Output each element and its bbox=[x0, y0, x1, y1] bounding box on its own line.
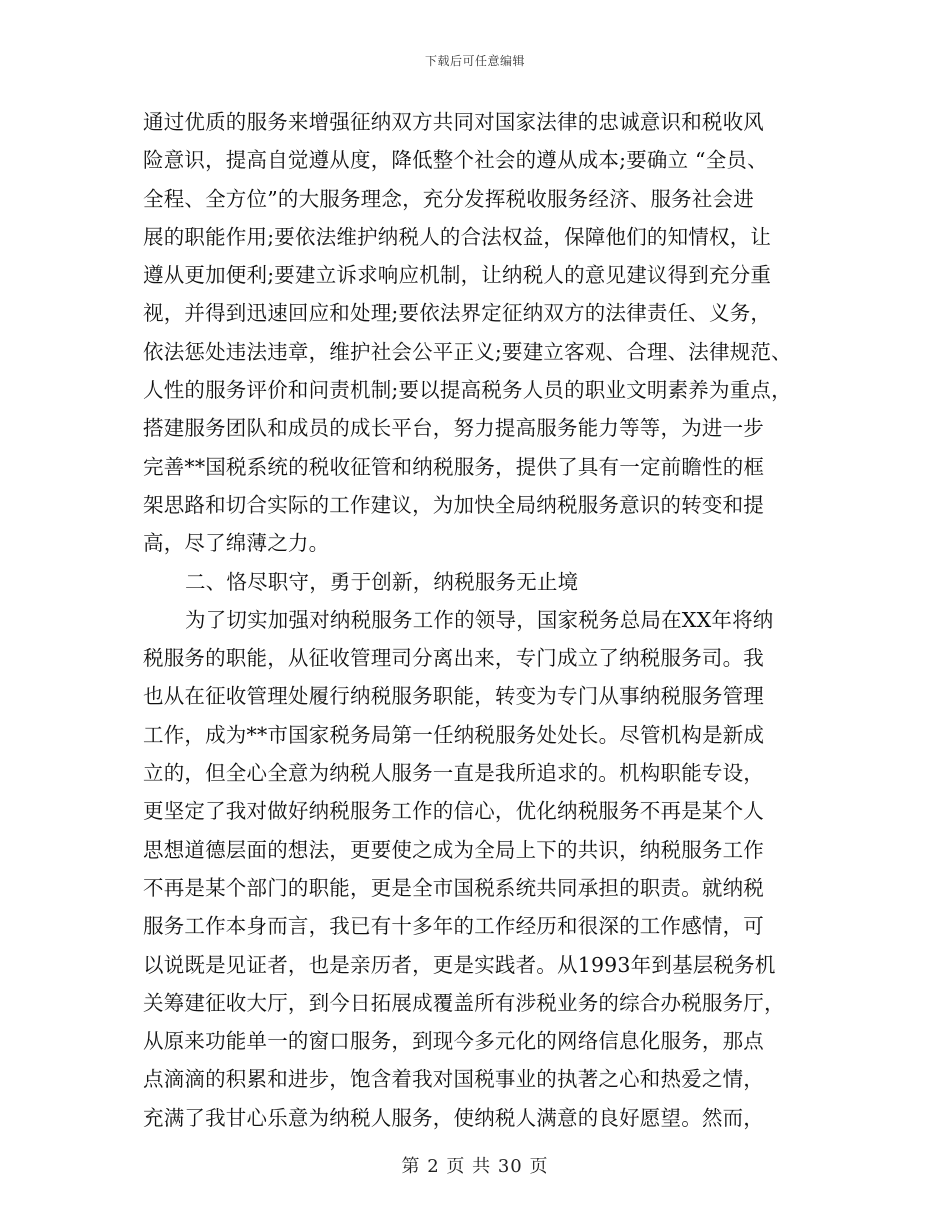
text-line: 以说既是见证者，也是亲历者，更是实践者。从1993年到基层税务机 bbox=[143, 952, 776, 977]
text-line: 更坚定了我对做好纳税服务工作的信心，优化纳税服务不再是某个人 bbox=[143, 799, 764, 824]
text-line: 人性的服务评价和问责机制;要以提高税务人员的职业文明素养为重点， bbox=[143, 378, 792, 403]
text-line: 工作，成为**市国家税务局第一任纳税服务处处长。尽管机构是新成 bbox=[143, 722, 765, 747]
text-line: 从原来功能单一的窗口服务，到现今多元化的网络信息化服务，那点 bbox=[143, 1029, 764, 1054]
text-line: 税服务的职能，从征收管理司分离出来，专门成立了纳税服务司。我 bbox=[143, 646, 764, 671]
text-line: 通过优质的服务来增强征纳双方共同对国家法律的忠诚意识和税收风 bbox=[143, 110, 764, 134]
page-footer: 第 2 页 共 30 页 bbox=[401, 1156, 549, 1177]
text-line: 展的职能作用;要依法维护纳税人的合法权益，保障他们的知情权，让 bbox=[143, 224, 772, 249]
document-body bbox=[143, 103, 823, 1137]
text-line: 高，尽了绵薄之力。 bbox=[143, 531, 330, 556]
text-line: 险意识，提高自觉遵从度，降低整个社会的遵从成本;要确立 “全员、 bbox=[143, 148, 768, 173]
text-line: 充满了我甘心乐意为纳税人服务，使纳税人满意的良好愿望。然而， bbox=[143, 1105, 764, 1130]
text-line: 思想道德层面的想法，更要使之成为全局上下的共识，纳税服务工作 bbox=[143, 837, 764, 862]
text-line: 为了切实加强对纳税服务工作的领导，国家税务总局在XX年将纳 bbox=[185, 607, 774, 632]
text-line: 依法惩处违法违章，维护社会公平正义;要建立客观、合理、法律规范、 bbox=[143, 339, 792, 364]
text-line: 点滴滴的积累和进步，饱含着我对国税事业的执著之心和热爱之情， bbox=[143, 1067, 764, 1092]
text-line: 架思路和切合实际的工作建议，为加快全局纳税服务意识的转变和提 bbox=[143, 492, 764, 517]
text-line: 全程、全方位”的大服务理念，充分发挥税收服务经济、服务社会进 bbox=[143, 186, 754, 211]
text-line: 服务工作本身而言，我已有十多年的工作经历和很深的工作感情，可 bbox=[143, 914, 764, 939]
text-line: 不再是某个部门的职能，更是全市国税系统共同承担的职责。就纳税 bbox=[143, 875, 764, 900]
text-line: 视，并得到迅速回应和处理;要依法界定征纳双方的法律责任、义务， bbox=[143, 301, 772, 326]
text-line: 完善**国税系统的税收征管和纳税服务，提供了具有一定前瞻性的框 bbox=[143, 454, 765, 479]
text-line: 也从在征收管理处履行纳税服务职能，转变为专门从事纳税服务管理 bbox=[143, 684, 764, 709]
text-line: 遵从更加便利;要建立诉求响应机制，让纳税人的意见建议得到充分重 bbox=[143, 263, 772, 288]
text-line: 二、恪尽职守，勇于创新，纳税服务无止境 bbox=[185, 569, 579, 594]
page-header: 下载后可任意编辑 bbox=[424, 54, 525, 68]
text-line: 立的，但全心全意为纳税人服务一直是我所追求的。机构职能专设， bbox=[143, 761, 764, 786]
text-line: 关筹建征收大厅，到今日拓展成覆盖所有涉税业务的综合办税服务厅， bbox=[143, 990, 785, 1015]
text-line: 搭建服务团队和成员的成长平台，努力提高服务能力等等，为进一步 bbox=[143, 416, 764, 441]
